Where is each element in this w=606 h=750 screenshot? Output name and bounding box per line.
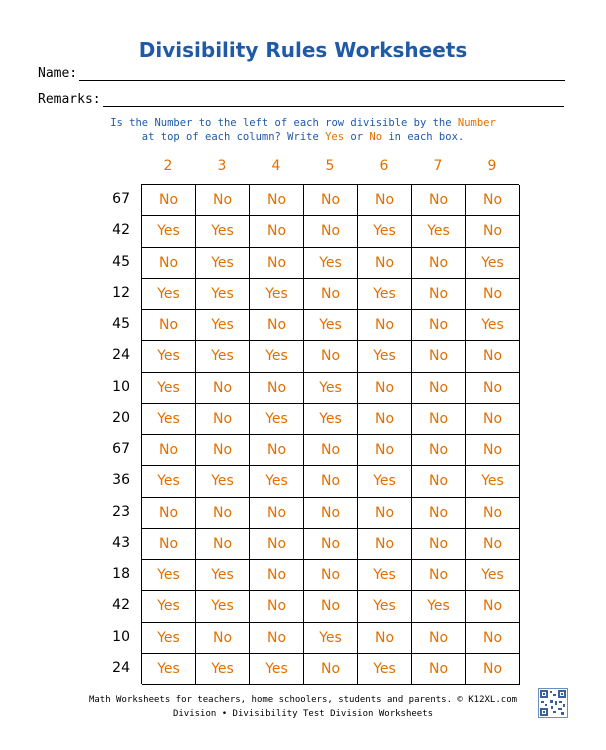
footer-line-2: Division • Divisibility Test Division Worksheets — [172, 709, 434, 719]
answer-cell[interactable]: Yes — [412, 591, 466, 622]
answer-cell[interactable]: No — [304, 185, 358, 216]
answer-cell[interactable]: Yes — [250, 341, 304, 372]
answer-cell[interactable]: No — [304, 435, 358, 466]
answer-cell[interactable]: No — [412, 185, 466, 216]
answer-cell[interactable]: Yes — [466, 466, 520, 497]
answer-cell[interactable]: Yes — [358, 279, 412, 310]
row-number: 45 — [112, 316, 130, 332]
answer-cell[interactable]: Yes — [142, 560, 196, 591]
answer-cell[interactable]: No — [304, 591, 358, 622]
answer-cell[interactable]: Yes — [196, 341, 250, 372]
answer-cell[interactable]: No — [142, 185, 196, 216]
answer-cell[interactable]: Yes — [142, 404, 196, 435]
answer-cell[interactable]: No — [304, 341, 358, 372]
answer-cell[interactable]: Yes — [196, 216, 250, 247]
answer-cell[interactable]: No — [250, 310, 304, 341]
answer-cell[interactable]: No — [196, 435, 250, 466]
answer-cell[interactable]: No — [412, 248, 466, 279]
answer-cell[interactable]: No — [250, 185, 304, 216]
answer-cell[interactable]: No — [358, 404, 412, 435]
name-line[interactable] — [79, 66, 565, 81]
answer-cell[interactable]: Yes — [142, 216, 196, 247]
answer-cell[interactable]: No — [250, 498, 304, 529]
answer-cell[interactable]: No — [466, 216, 520, 247]
footer — [0, 693, 606, 721]
row-number: 12 — [112, 284, 130, 301]
remarks-line[interactable] — [103, 92, 564, 107]
answer-cell[interactable]: Yes — [142, 279, 196, 310]
answer-cell[interactable]: No — [358, 435, 412, 466]
answer-cell[interactable]: No — [466, 279, 520, 310]
answer-cell[interactable]: No — [142, 529, 196, 560]
answer-cell[interactable]: No — [196, 404, 250, 435]
answer-cell[interactable]: Yes — [466, 560, 520, 591]
answer-cell[interactable]: Yes — [196, 654, 250, 685]
answer-cell[interactable]: No — [250, 529, 304, 560]
answer-cell[interactable]: Yes — [250, 654, 304, 685]
answer-cell[interactable]: Yes — [142, 373, 196, 404]
answer-cell[interactable]: Yes — [412, 216, 466, 247]
answer-cell[interactable]: No — [250, 560, 304, 591]
answer-cell[interactable]: No — [412, 654, 466, 685]
answer-cell[interactable]: No — [304, 529, 358, 560]
answer-cell[interactable]: Yes — [196, 310, 250, 341]
divisor-header: 3 — [217, 158, 227, 174]
answer-cell[interactable]: Yes — [304, 623, 358, 654]
row-number: 20 — [112, 409, 130, 426]
answer-cell[interactable]: Yes — [358, 466, 412, 497]
answer-cell[interactable]: No — [412, 623, 466, 654]
answer-cell[interactable]: No — [466, 373, 520, 404]
answer-cell[interactable]: Yes — [196, 560, 250, 591]
row-number: 10 — [112, 378, 130, 395]
row-number: 24 — [112, 347, 130, 364]
row-number: 42 — [112, 222, 130, 239]
row-number: 43 — [112, 534, 130, 551]
answer-cell[interactable]: No — [358, 498, 412, 529]
answer-cell[interactable]: No — [358, 529, 412, 560]
answer-cell[interactable]: No — [358, 185, 412, 216]
row-number: 18 — [112, 566, 130, 582]
instructions-line-1: Is the Number to the left of each row divisible by the Number — [110, 117, 496, 129]
answer-cell[interactable]: No — [466, 185, 520, 216]
answer-cell[interactable]: Yes — [196, 591, 250, 622]
answer-cell[interactable]: No — [304, 654, 358, 685]
answer-cell[interactable]: No — [412, 435, 466, 466]
answer-cell[interactable]: No — [250, 373, 304, 404]
answer-cell[interactable]: No — [196, 498, 250, 529]
answer-cell[interactable]: No — [412, 279, 466, 310]
answer-cell[interactable]: Yes — [466, 310, 520, 341]
answer-cell[interactable]: No — [358, 248, 412, 279]
remarks-label: Remarks: — [38, 92, 101, 107]
answer-cell[interactable]: No — [358, 310, 412, 341]
divisor-header: 4 — [271, 158, 281, 174]
answer-cell[interactable]: No — [412, 341, 466, 372]
row-number: 10 — [112, 628, 130, 645]
answer-cell[interactable]: Yes — [196, 279, 250, 310]
row-number: 24 — [112, 659, 130, 676]
row-number: 67 — [112, 191, 130, 207]
answer-cell[interactable]: No — [466, 623, 520, 654]
answer-cell[interactable]: No — [412, 310, 466, 341]
instructions-line-2: at top of each column? Write Yes or No in each box. — [141, 131, 465, 143]
answer-cell[interactable]: Yes — [358, 654, 412, 685]
answer-cell[interactable]: Yes — [358, 560, 412, 591]
page-title: Divisibility Rules Worksheets — [138, 38, 468, 62]
answer-cell[interactable]: No — [358, 623, 412, 654]
answer-cell[interactable]: No — [196, 185, 250, 216]
answer-cell[interactable]: Yes — [304, 373, 358, 404]
answer-cell[interactable]: Yes — [358, 216, 412, 247]
answer-cell[interactable]: No — [142, 435, 196, 466]
column-headers — [141, 158, 519, 178]
answer-cell[interactable]: Yes — [466, 248, 520, 279]
answer-cell[interactable]: No — [412, 466, 466, 497]
answer-cell[interactable]: Yes — [142, 341, 196, 372]
answer-cell[interactable]: Yes — [142, 623, 196, 654]
answer-cell[interactable]: No — [304, 216, 358, 247]
answer-grid — [141, 184, 519, 684]
row-number: 67 — [112, 441, 130, 457]
answer-cell[interactable]: No — [250, 591, 304, 622]
footer-line-1: Math Worksheets for teachers, home schoolers, students and parents. © K12XL.com — [88, 695, 518, 705]
answer-cell[interactable]: No — [412, 498, 466, 529]
answer-cell[interactable]: No — [304, 466, 358, 497]
row-number: 36 — [112, 472, 130, 489]
answer-cell[interactable]: No — [250, 248, 304, 279]
answer-cell[interactable]: No — [142, 248, 196, 279]
answer-cell[interactable]: Yes — [358, 591, 412, 622]
row-number: 42 — [112, 597, 130, 614]
answer-cell[interactable]: No — [304, 498, 358, 529]
answer-cell[interactable]: No — [142, 310, 196, 341]
answer-cell[interactable]: Yes — [196, 466, 250, 497]
answer-cell[interactable]: No — [250, 216, 304, 247]
answer-cell[interactable]: No — [250, 623, 304, 654]
answer-cell[interactable]: No — [412, 560, 466, 591]
row-numbers — [96, 184, 130, 684]
qr-code-icon — [538, 688, 568, 718]
answer-cell[interactable]: No — [412, 529, 466, 560]
instructions — [0, 116, 606, 144]
answer-cell[interactable]: No — [358, 373, 412, 404]
answer-cell[interactable]: No — [466, 654, 520, 685]
divisor-header: 2 — [163, 158, 173, 174]
answer-cell[interactable]: No — [250, 435, 304, 466]
divisor-header: 6 — [379, 158, 389, 174]
answer-cell[interactable]: No — [196, 373, 250, 404]
answer-cell[interactable]: Yes — [304, 248, 358, 279]
answer-cell[interactable]: No — [466, 404, 520, 435]
answer-cell[interactable]: No — [466, 435, 520, 466]
answer-cell[interactable]: No — [466, 591, 520, 622]
answer-cell[interactable]: No — [196, 529, 250, 560]
answer-cell[interactable]: Yes — [142, 466, 196, 497]
answer-cell[interactable]: Yes — [304, 310, 358, 341]
answer-cell[interactable]: Yes — [250, 404, 304, 435]
row-number: 23 — [112, 503, 130, 520]
answer-cell[interactable]: Yes — [250, 279, 304, 310]
answer-cell[interactable]: No — [196, 623, 250, 654]
divisor-header: 7 — [433, 158, 443, 174]
divisor-header: 5 — [325, 158, 335, 174]
answer-cell[interactable]: No — [466, 498, 520, 529]
answer-cell[interactable]: No — [304, 279, 358, 310]
name-field[interactable] — [38, 66, 565, 81]
answer-cell[interactable]: Yes — [142, 654, 196, 685]
answer-cell[interactable]: Yes — [142, 591, 196, 622]
answer-cell[interactable]: No — [142, 498, 196, 529]
answer-cell[interactable]: No — [412, 373, 466, 404]
answer-cell[interactable]: No — [466, 341, 520, 372]
divisor-header: 9 — [487, 158, 497, 174]
row-number: 45 — [112, 253, 130, 270]
answer-cell[interactable]: No — [412, 404, 466, 435]
answer-cell[interactable]: No — [304, 560, 358, 591]
answer-cell[interactable]: Yes — [304, 404, 358, 435]
answer-cell[interactable]: Yes — [196, 248, 250, 279]
remarks-field[interactable] — [38, 92, 564, 107]
answer-cell[interactable]: Yes — [250, 466, 304, 497]
answer-cell[interactable]: No — [466, 529, 520, 560]
name-label: Name: — [38, 66, 78, 81]
answer-cell[interactable]: Yes — [358, 341, 412, 372]
